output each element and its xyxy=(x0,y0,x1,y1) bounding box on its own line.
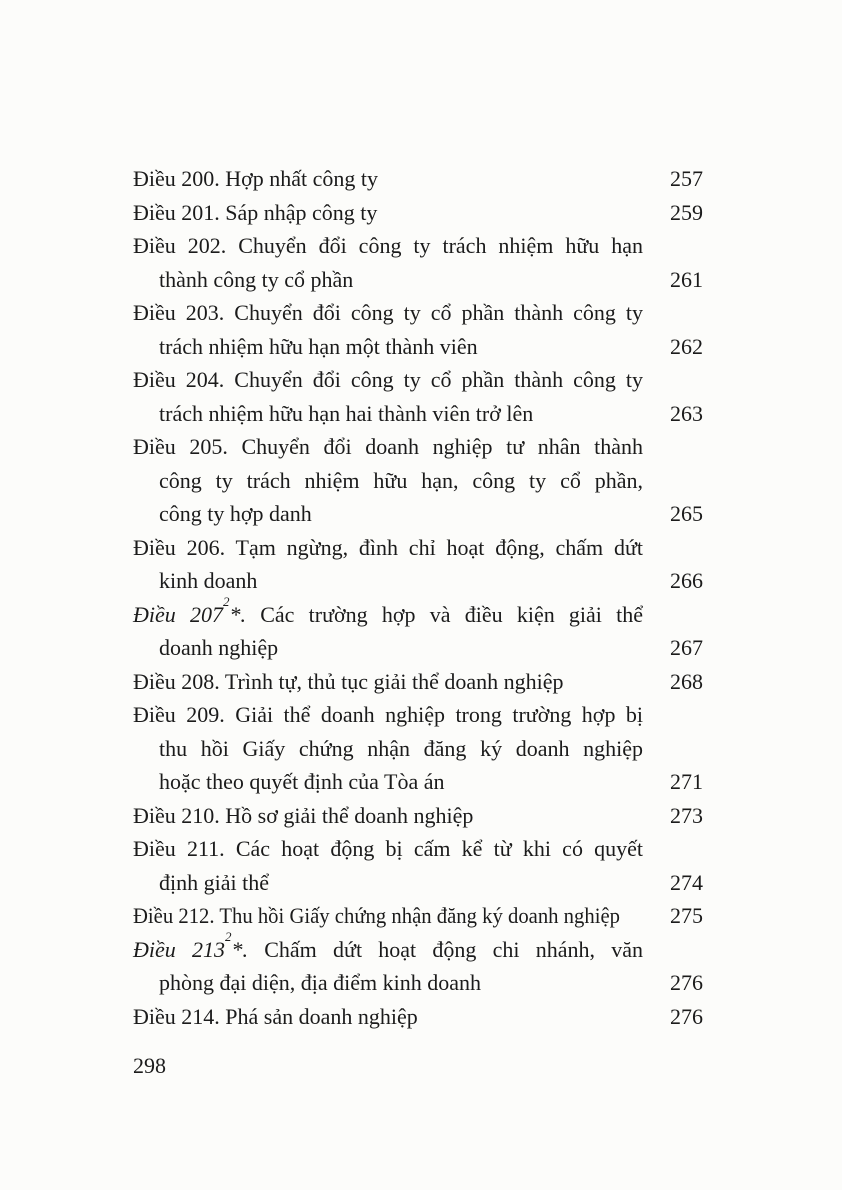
page-ref: 259 xyxy=(670,199,703,225)
article-number: Điều 208. xyxy=(133,668,220,694)
article-title-cont: công ty hợp danh xyxy=(159,501,312,526)
page-ref: 274 xyxy=(670,869,703,895)
toc-line xyxy=(133,732,643,766)
article-title: Chuyển đổi công ty trách nhiệm hữu hạn xyxy=(238,233,644,258)
toc-entry-213 xyxy=(133,929,703,1000)
toc-entry-211 xyxy=(133,832,703,899)
toc-line xyxy=(133,765,703,799)
article-number: Điều 205. xyxy=(133,434,228,459)
article-title-cont: định giải thể xyxy=(159,869,269,895)
toc-line xyxy=(133,866,703,900)
article-title-cont: hoặc theo quyết định của Tòa án xyxy=(159,769,445,794)
toc-entry-205 xyxy=(133,430,703,531)
article-number: Điều 209. xyxy=(133,702,225,727)
toc-line xyxy=(133,430,643,464)
article-number: Điều 204. xyxy=(133,367,225,392)
toc-line xyxy=(133,929,643,967)
article-title: Hồ sơ giải thể doanh nghiệp xyxy=(225,802,474,828)
article-title: Phá sản doanh nghiệp xyxy=(225,1003,418,1029)
article-title: Giải thể doanh nghiệp trong trường hợp bị xyxy=(235,702,644,727)
article-number: Điều 210. xyxy=(133,802,220,828)
footnote-superscript: 2 xyxy=(225,929,232,945)
toc-line xyxy=(133,698,643,732)
toc-line xyxy=(133,531,643,565)
toc-line xyxy=(133,464,643,498)
condensed-text xyxy=(133,899,620,933)
article-title: Chuyển đổi công ty cổ phần thành công ty xyxy=(234,367,644,392)
article-title-cont: doanh nghiệp xyxy=(159,635,279,660)
toc-line xyxy=(133,196,703,230)
toc-line xyxy=(133,397,703,431)
toc-line xyxy=(133,1000,703,1034)
toc-entry-204 xyxy=(133,363,703,430)
toc-line xyxy=(133,899,703,933)
article-title: Các hoạt động bị cấm kể từ khi có quyết xyxy=(235,836,644,861)
article-title-cont: trách nhiệm hữu hạn hai thành viên trở lên xyxy=(159,400,534,426)
toc-line xyxy=(133,229,643,263)
toc-entry-210 xyxy=(133,799,703,833)
toc-line xyxy=(133,966,703,1000)
table-of-contents xyxy=(133,162,703,1033)
article-title: Trình tự, thủ tục giải thể doanh nghiệp xyxy=(224,668,564,694)
toc-entry-214 xyxy=(133,1000,703,1034)
folio-page-number: 298 xyxy=(133,1053,166,1078)
article-number: Điều 211. xyxy=(133,836,225,861)
article-title-cont: thành công ty cổ phần xyxy=(159,266,354,292)
article-number: Điều 214. xyxy=(133,1003,220,1029)
article-number: Điều 212. xyxy=(133,903,215,928)
toc-entry-200 xyxy=(133,162,703,196)
article-number: Điều 207 xyxy=(133,601,223,627)
article-number: Điều 200. xyxy=(133,166,220,191)
article-title: Hợp nhất công ty xyxy=(225,166,379,191)
toc-line xyxy=(133,665,703,699)
toc-line xyxy=(133,564,703,598)
page-ref: 262 xyxy=(670,333,703,359)
toc-entry-203 xyxy=(133,296,703,363)
toc-entry-201 xyxy=(133,196,703,230)
footnote-star: *. xyxy=(231,936,248,962)
article-title: Chuyển đổi công ty cổ phần thành công ty xyxy=(234,300,644,325)
toc-line xyxy=(133,631,703,665)
article-number: Điều 201. xyxy=(133,199,220,225)
page-ref: 271 xyxy=(670,769,703,794)
toc-line xyxy=(133,363,643,397)
toc-entry-209 xyxy=(133,698,703,799)
page-ref: 276 xyxy=(670,1003,703,1029)
article-title: Các trường hợp và điều kiện giải thể xyxy=(260,601,644,627)
article-title: Chuyển đổi doanh nghiệp tư nhân thành xyxy=(241,434,643,459)
page-ref: 257 xyxy=(670,166,703,191)
toc-entry-207 xyxy=(133,594,703,665)
article-title: Chấm dứt hoạt động chi nhánh, văn xyxy=(264,936,643,962)
page-ref: 265 xyxy=(670,501,703,526)
article-title-cont: kinh doanh xyxy=(159,568,258,593)
article-title: Thu hồi Giấy chứng nhận đăng ký doanh nghiệp xyxy=(219,903,620,928)
toc-line xyxy=(133,330,703,364)
article-title-cont: thu hồi Giấy chứng nhận đăng ký doanh nghiệp xyxy=(159,735,643,761)
footnote-superscript: 2 xyxy=(223,594,230,610)
article-number: Điều 203. xyxy=(133,300,225,325)
article-number: Điều 202. xyxy=(133,233,227,258)
article-number: Điều 206. xyxy=(133,534,226,560)
page-ref: 273 xyxy=(670,802,703,828)
toc-line xyxy=(133,799,703,833)
toc-line xyxy=(133,832,643,866)
article-title-cont: phòng đại diện, địa điểm kinh doanh xyxy=(159,970,481,995)
toc-entry-206 xyxy=(133,531,703,598)
page-ref: 261 xyxy=(670,266,703,292)
article-title: Tạm ngừng, đình chỉ hoạt động, chấm dứt xyxy=(235,534,643,560)
toc-line xyxy=(133,296,643,330)
toc-line xyxy=(133,594,644,632)
page-ref: 263 xyxy=(670,400,703,426)
page-ref: 268 xyxy=(670,668,703,694)
article-title: Sáp nhập công ty xyxy=(225,199,378,225)
page-ref: 267 xyxy=(670,635,703,660)
page-ref: 276 xyxy=(670,970,703,995)
page-ref: 266 xyxy=(670,568,703,593)
footnote-star: *. xyxy=(229,601,246,627)
toc-line xyxy=(133,162,703,196)
toc-line xyxy=(133,497,703,531)
toc-line xyxy=(133,263,703,297)
article-number: Điều 213 xyxy=(133,936,225,962)
article-title-cont: trách nhiệm hữu hạn một thành viên xyxy=(159,333,478,359)
toc-entry-202 xyxy=(133,229,703,296)
toc-entry-212 xyxy=(133,899,703,933)
page-ref: 275 xyxy=(670,903,703,928)
article-title-cont: công ty trách nhiệm hữu hạn, công ty cổ phần, xyxy=(159,467,643,493)
toc-entry-208 xyxy=(133,665,703,699)
